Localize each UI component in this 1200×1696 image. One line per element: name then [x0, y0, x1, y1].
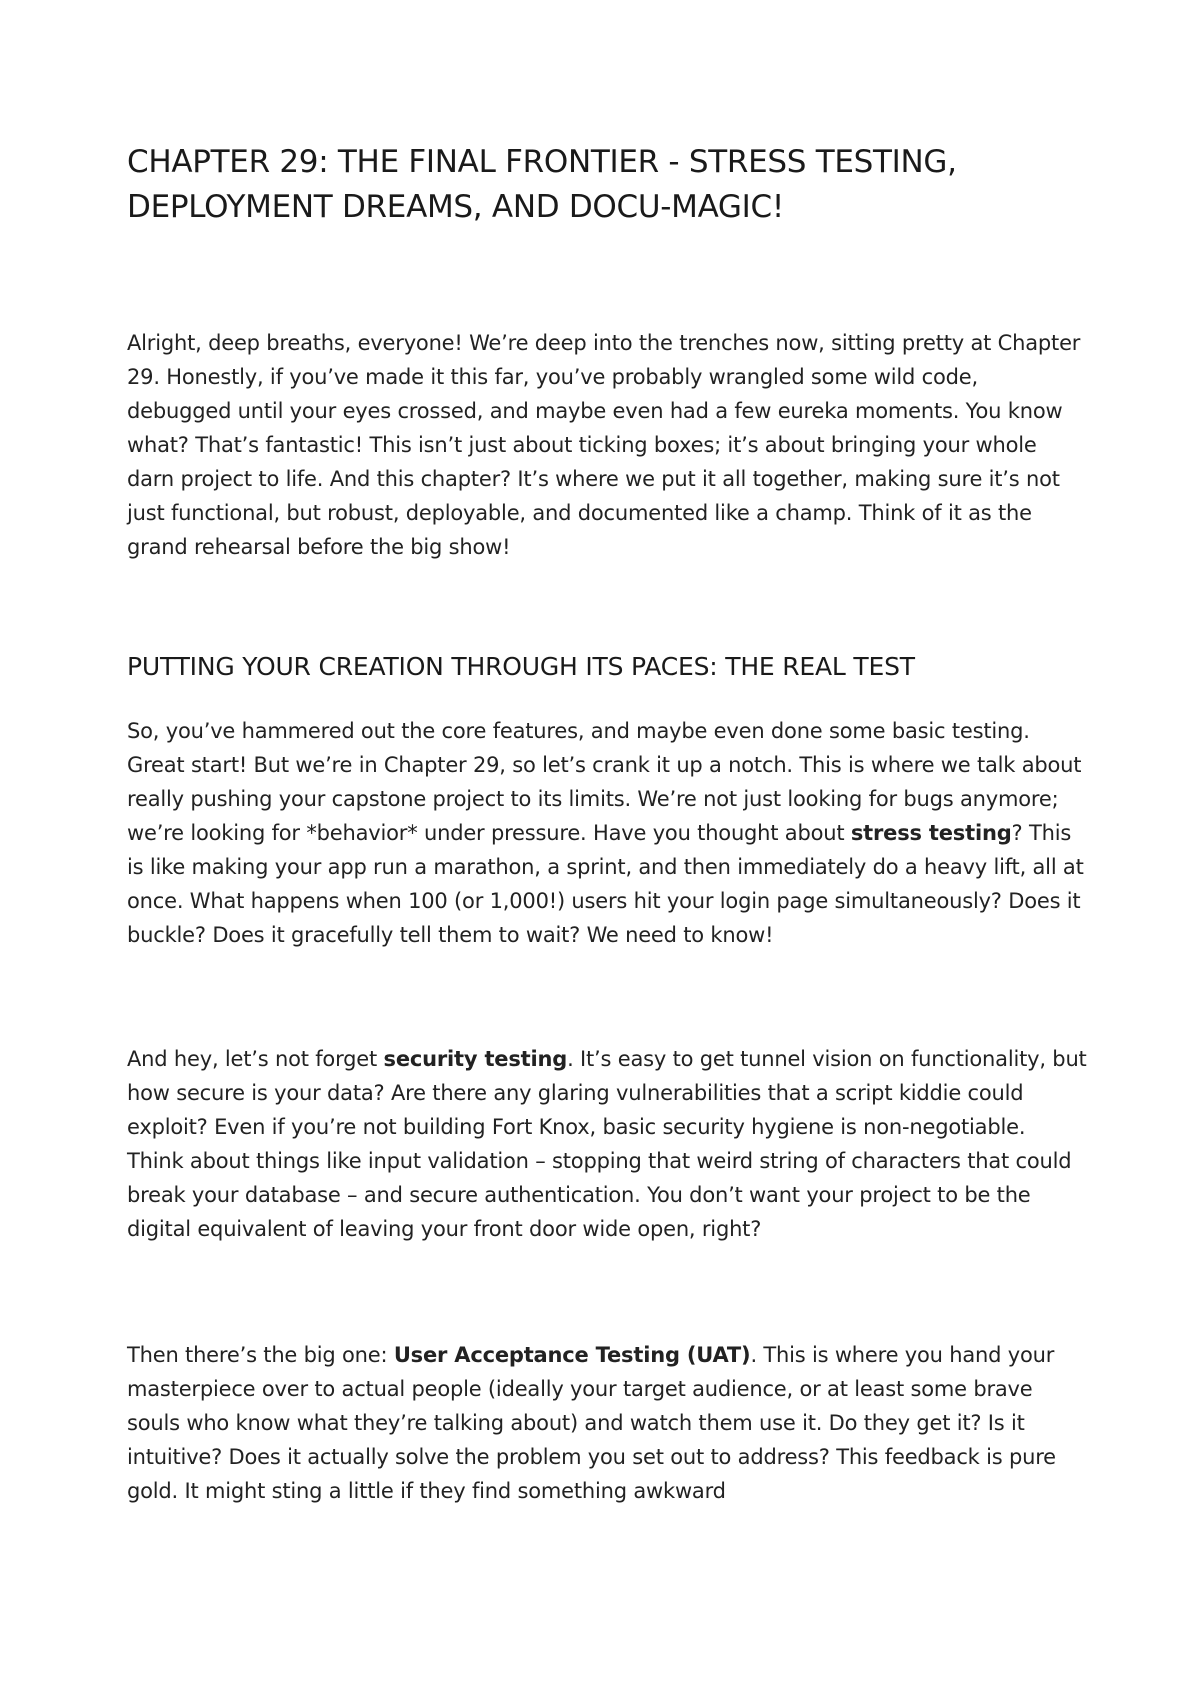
paragraph-text: ? This is like making your app run a marathon, a sprint, and then immediately do a heavy lift, all at once. What happens when 100 (or 1,000!) users hit your login page simultaneously? Does it buckle? Does it gracefully tell them to wait? We need to know! — [127, 820, 1084, 947]
stress-testing-paragraph — [127, 714, 1087, 952]
paragraph-text: Then there’s the big one: — [127, 1342, 394, 1367]
paragraph-text: And hey, let’s not forget — [127, 1046, 384, 1071]
bold-term-stress-testing: stress testing — [850, 820, 1012, 845]
paragraph-text: . It’s easy to get tunnel vision on functionality, but how secure is your data? Are there any glaring vulnerabilities that a script kiddie could exploit? Even if you’re not building Fort Knox, basic security hygiene is non-negotiable. Think about things like input validation – stopping that weird string of characters that could break your database – and secure authentication. You don’t want your project to be the digital equivalent of leaving your front door wide open, right? — [127, 1046, 1087, 1241]
intro-paragraph: Alright, deep breaths, everyone! We’re deep into the trenches now, sitting pretty at Chapter 29. Honestly, if you’ve made it this far, you’ve probably wrangled some wild code, debugged until your eyes crossed, and maybe even had a few eureka moments. You know what? That’s fantastic! This isn’t just about ticking boxes; it’s about bringing your whole darn project to life. And this chapter? It’s where we put it all together, making sure it’s not just functional, but robust, deployable, and documented like a champ. Think of it as the grand rehearsal before the big show! — [127, 330, 1081, 559]
document-page — [127, 140, 1087, 1508]
bold-term-uat: User Acceptance Testing (UAT) — [393, 1342, 751, 1367]
paragraph-text: . This is where you hand your masterpiece over to actual people (ideally your target audience, or at least some brave souls who know what they’re talking about) and watch them use it. Do they get it? Is it intuitive? Does it actually solve the problem you set out to address? This feedback is pure gold. It might sting a little if they find something awkward — [127, 1342, 1056, 1503]
security-testing-paragraph — [127, 1042, 1087, 1246]
paragraph-text: So, you’ve hammered out the core features, and maybe even done some basic testing. Great start! But we’re in Chapter 29, so let’s crank it up a notch. This is where we talk about really pushing your capstone project to its limits. We’re not just looking for bugs anymore; we’re looking for *behavior* under pressure. Have you thought about — [127, 718, 1082, 845]
chapter-title: CHAPTER 29: THE FINAL FRONTIER - STRESS TESTING, DEPLOYMENT DREAMS, AND DOCU-MAGIC! — [127, 144, 957, 225]
section-heading: PUTTING YOUR CREATION THROUGH ITS PACES: THE REAL TEST — [127, 651, 915, 681]
uat-paragraph — [127, 1338, 1087, 1508]
bold-term-security-testing: security testing — [383, 1046, 568, 1071]
